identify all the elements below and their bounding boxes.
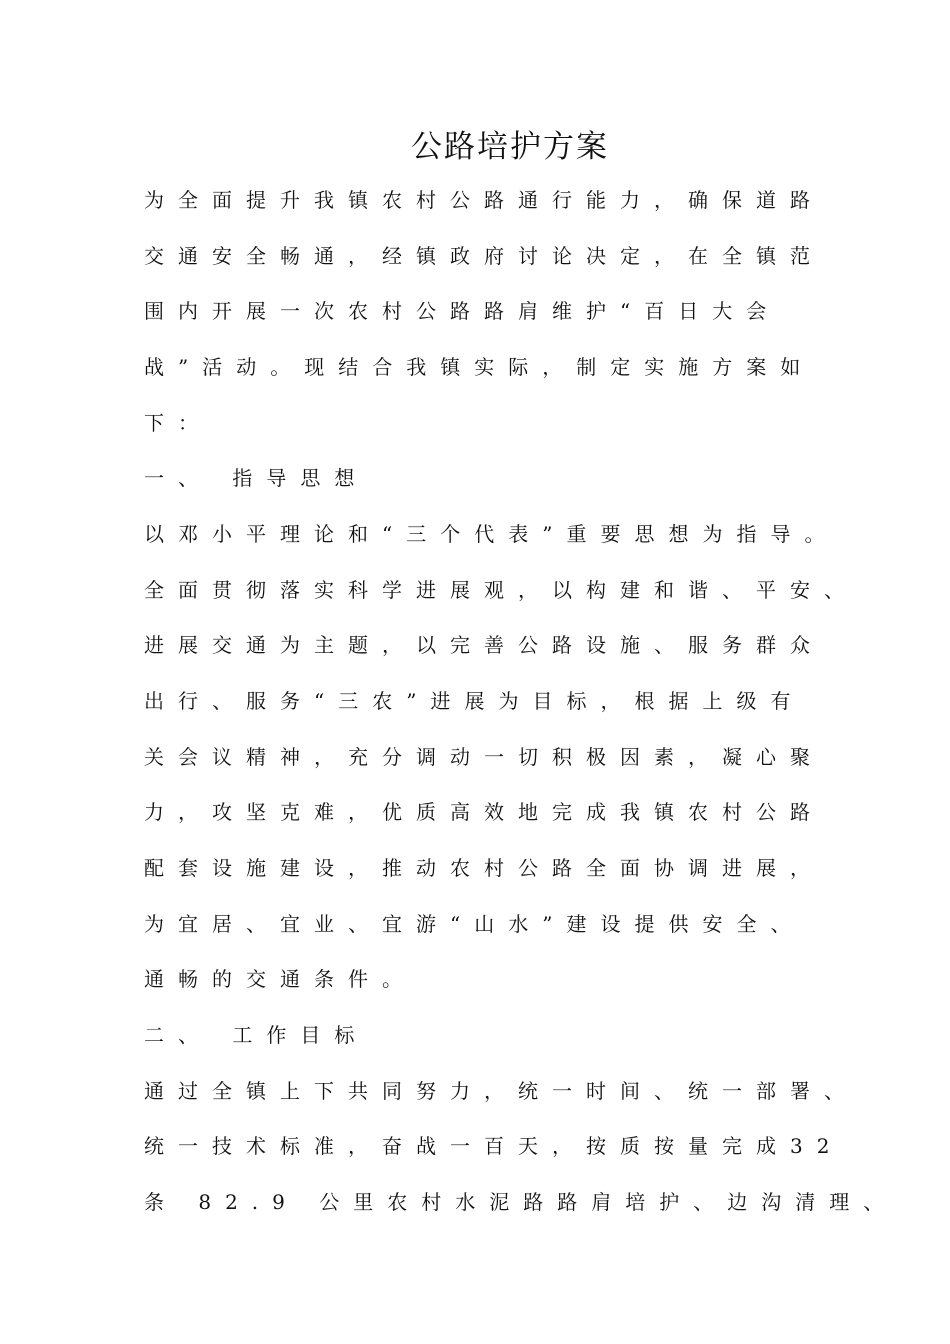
body-line: 战”活动。现结合我镇实际，制定实施方案如	[144, 355, 815, 379]
body-line: 条 82.9 公里农村水泥路路肩培护、边沟清理、	[144, 1190, 898, 1214]
document-title: 公路培护方案	[411, 129, 609, 165]
body-line: 配套设施建设，推动农村公路全面协调进展，	[144, 856, 824, 880]
body-line: 通畅的交通条件。	[144, 967, 416, 991]
body-line: 为全面提升我镇农村公路通行能力，确保道路	[144, 188, 824, 212]
body-line: 统一技术标准，奋战一百天，按质按量完成32	[144, 1134, 844, 1158]
body-line: 为宜居、宜业、宜游“山水”建设提供安全、	[144, 912, 805, 936]
section-heading: 二、 工作目标	[144, 1023, 369, 1047]
body-line: 关会议精神，充分调动一切积极因素，凝心聚	[144, 745, 824, 769]
section-heading: 一、 指导思想	[144, 466, 369, 490]
body-line: 出行、服务“三农”进展为目标，根据上级有	[144, 689, 805, 713]
body-line: 力，攻坚克难，优质高效地完成我镇农村公路	[144, 800, 824, 824]
body-line: 进展交通为主题，以完善公路设施、服务群众	[144, 633, 824, 657]
body-line: 通过全镇上下共同努力，统一时间、统一部署、	[144, 1079, 858, 1103]
body-line: 下：	[144, 411, 212, 435]
body-line: 全面贯彻落实科学进展观，以构建和谐、平安、	[144, 578, 858, 602]
body-line: 围内开展一次农村公路路肩维护“百日大会	[144, 299, 781, 323]
body-line: 交通安全畅通，经镇政府讨论决定，在全镇范	[144, 244, 824, 268]
body-line: 以邓小平理论和“三个代表”重要思想为指导。	[144, 522, 839, 546]
